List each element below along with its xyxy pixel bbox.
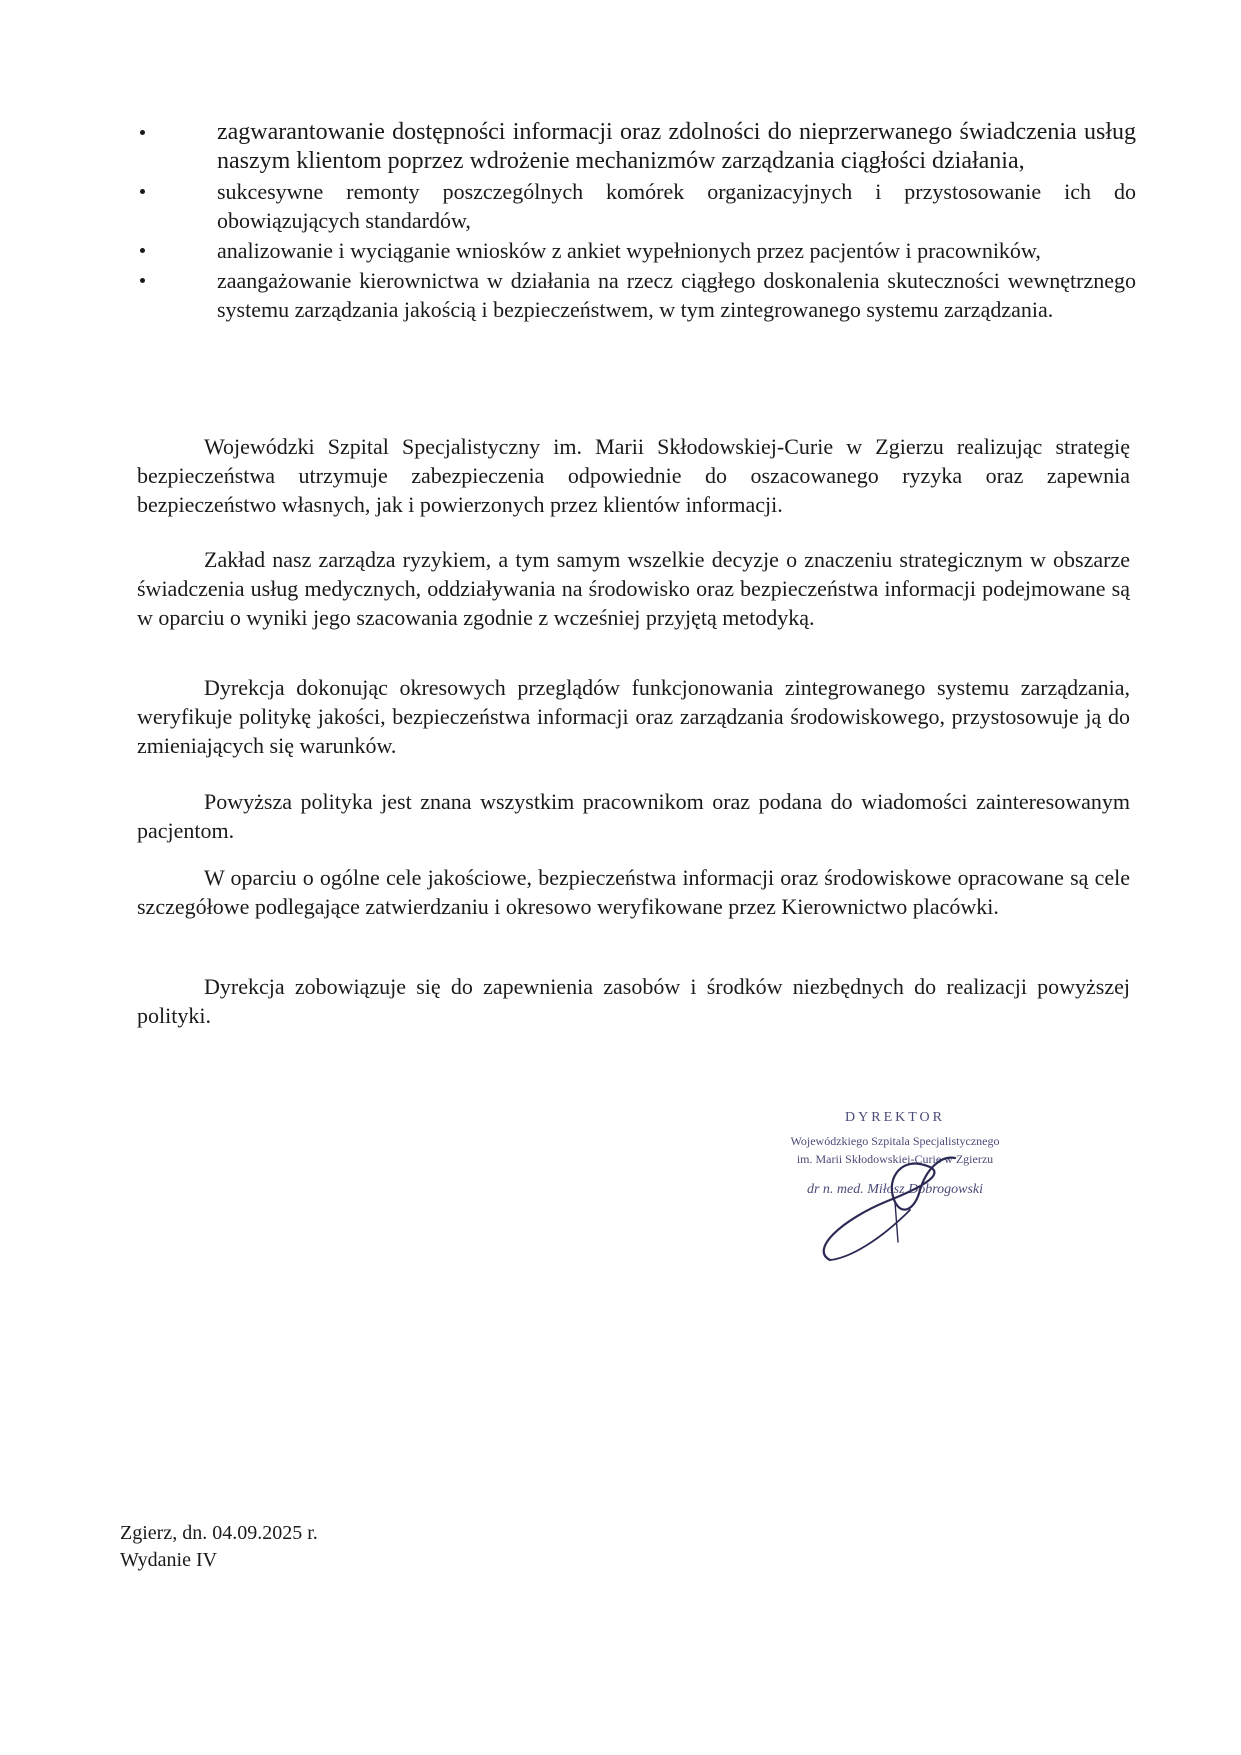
- bullet-icon: [140, 278, 145, 283]
- stamp-institution-line2: im. Marii Skłodowskiej-Curie w Zgierzu: [796, 1152, 994, 1166]
- handwritten-signature: [800, 1150, 1020, 1270]
- bullet-item: [140, 177, 1136, 235]
- stamp-title: DYREKTOR: [845, 1110, 945, 1125]
- bullet-icon: [140, 130, 145, 135]
- paragraph-detailed-objectives: W oparciu o ogólne cele jakościowe, bezpieczeństwa informacji oraz środowiskowe opracowane są cele szczegółowe podlegające zatwierdzaniu i okresowo weryfikowane przez Kierownictwo placówki.: [137, 865, 1130, 919]
- bullet-item: [140, 118, 1136, 176]
- stamp-institution-line1: Wojewódzkiego Szpitala Specjalistycznego: [790, 1134, 1000, 1148]
- bullet-text: zaangażowanie kierownictwa w działania na rzecz ciągłego doskonalenia skuteczności wewnętrznego systemu zarządzania jakością i bezpieczeństwem, w tym zintegrowanego systemu zarządzania.: [217, 268, 1136, 322]
- paragraph-management-commitment: Dyrekcja zobowiązuje się do zapewnienia zasobów i środków niezbędnych do realizacji powyższej polityki.: [137, 974, 1130, 1028]
- bullet-text: analizowanie i wyciąganie wniosków z ankiet wypełnionych przez pacjentów i pracowników,: [217, 238, 1041, 263]
- bullet-icon: [140, 189, 145, 194]
- paragraph-risk-management: Zakład nasz zarządza ryzykiem, a tym samym wszelkie decyzje o znaczeniu strategicznym w obszarze świadczenia usług medycznych, oddziaływania na środowisko oraz bezpieczeństwa informacji podejmowane są w oparciu o wyniki jego szacowania zgodnie z wcześniej przyjętą metodyką.: [137, 547, 1130, 630]
- bullet-item: [140, 266, 1136, 324]
- paragraph-policy-awareness: Powyższa polityka jest znana wszystkim pracownikom oraz podana do wiadomości zainteresowanym pacjentom.: [137, 789, 1130, 843]
- bullet-item: [140, 236, 1136, 265]
- edition-label: Wydanie IV: [120, 1549, 218, 1571]
- place-and-date: Zgierz, dn. 04.09.2025 r.: [120, 1522, 318, 1544]
- paragraph-periodic-review: Dyrekcja dokonując okresowych przeglądów funkcjonowania zintegrowanego systemu zarządzania, weryfikuje politykę jakości, bezpieczeństwa informacji oraz zarządzania środowiskowego, przystosowuje ją do zmieniających się warunków.: [137, 675, 1130, 758]
- stamp-director-name: dr n. med. Miłosz Dobrogowski: [806, 1182, 984, 1197]
- paragraph-security-strategy: Wojewódzki Szpital Specjalistyczny im. Marii Skłodowskiej-Curie w Zgierzu realizując strategię bezpieczeństwa utrzymuje zabezpieczenia odpowiednie do oszacowanego ryzyka oraz zapewnia bezpieczeństwo własnych, jak i powierzonych przez klientów informacji.: [137, 434, 1130, 517]
- document-footer: [120, 1520, 318, 1574]
- bullet-icon: [140, 248, 145, 253]
- bullet-text: sukcesywne remonty poszczególnych komórek organizacyjnych i przystosowanie ich do obowiązujących standardów,: [217, 179, 1136, 233]
- bullet-text: zagwarantowanie dostępności informacji oraz zdolności do nieprzerwanego świadczenia usług naszym klientom poprzez wdrożenie mechanizmów zarządzania ciągłości działania,: [217, 119, 1136, 174]
- bullet-list: [140, 118, 1136, 325]
